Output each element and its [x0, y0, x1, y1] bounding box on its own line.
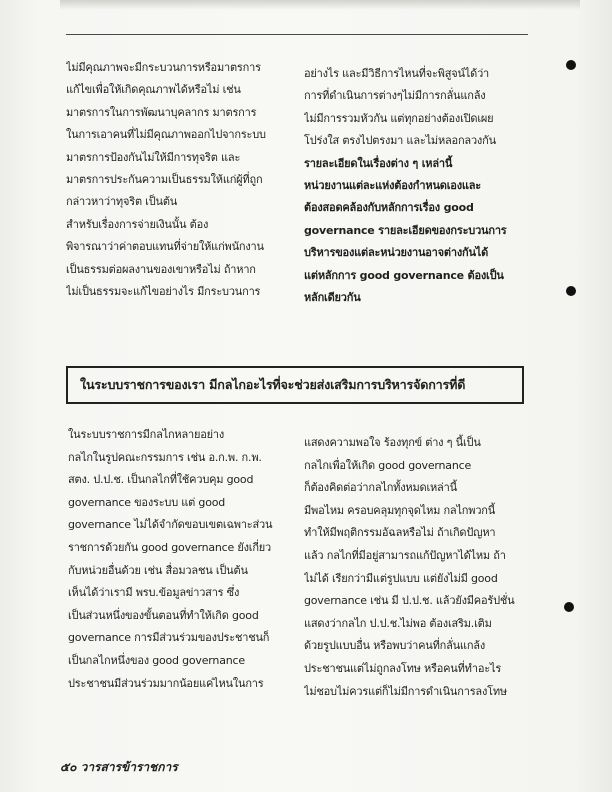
text-line: กลไกในรูปคณะกรรมการ เช่น อ.ก.พ. ก.พ.: [68, 450, 262, 464]
text-line: อย่างไร และมีวิธีการไหนที่จะพิสูจน์ได้ว่า: [304, 67, 490, 80]
text-line: การที่ดำเนินการต่างๆไม่มีการกลั่นแกล้ง: [304, 89, 486, 103]
text-line: สำหรับเรื่องการจ่ายเงินนั้น ต้อง: [66, 217, 209, 231]
text-line: พิจารณาว่าค่าตอบแทนที่จ่ายให้แก่พนักงาน: [66, 240, 264, 254]
text-line: แล้ว กลไกที่มีอยู่สามารถแก้ปัญหาได้ไหม ถ้า: [304, 548, 506, 562]
page-footer: ๕๐ วารสารข้าราชการ: [60, 760, 178, 774]
text-line: ไม่มีคุณภาพจะมีกระบวนการหรือมาตรการ: [66, 61, 261, 74]
text-line: governance การมีส่วนร่วมของประชาชนก็: [68, 631, 270, 645]
text-line: มาตรการประกันความเป็นธรรมให้แก่ผู้ที่ถูก: [66, 173, 263, 187]
text-line: ประชาชนแต่ไม่ถูกลงโทษ หรือคนที่ทำอะไร: [304, 661, 502, 675]
section-heading: ในระบบราชการของเรา มีกลไกอะไรที่จะช่วยส่งเสริมการบริหารจัดการที่ดี: [80, 377, 466, 392]
text-line: แก้ไขเพื่อให้เกิดคุณภาพได้หรือไม่ เช่น: [66, 83, 241, 97]
text-line: ในระบบราชการมีกลไกหลายอย่าง: [68, 428, 225, 441]
text-line: ในการเอาคนที่ไม่มีคุณภาพออกไปจากระบบ: [66, 128, 266, 142]
text-line: เป็นส่วนหนึ่งของขั้นตอนที่ทำให้เกิด good: [68, 608, 259, 622]
bottom-left-column: [68, 424, 290, 695]
text-line: ไม่ชอบไม่ควรแต่ก็ไม่มีการดำเนินการลงโทษ: [304, 684, 507, 698]
text-line: ทำให้มีพฤติกรรมอัฉลหรือไม่ ถ้าเกิดปัญหา: [304, 526, 496, 540]
text-line: แสดงความพอใจ ร้องทุกข์ ต่าง ๆ นี้เป็น: [304, 436, 481, 449]
text-line: กลไกเพื่อให้เกิด good governance: [304, 458, 472, 472]
top-left-column: [66, 57, 288, 303]
section-heading-box: [66, 366, 524, 404]
text-line-bold: หลักเดียวกัน: [304, 291, 361, 305]
text-line: โปร่งใส ตรงไปตรงมา และไม่หลอกลวงกัน: [304, 134, 496, 148]
text-line: เป็นธรรมต่อผลงานของเขาหรือไม่ ถ้าหาก: [66, 262, 256, 276]
text-line: มาตรการป้องกันไม่ให้มีการทุจริต และ: [66, 150, 241, 164]
text-line: ไม่เป็นธรรมจะแก้ไขอย่างไร มีกระบวนการ: [66, 285, 261, 299]
text-line: governance ของระบบ แต่ good: [68, 495, 226, 509]
text-line: แสดงว่ากลไก ป.ป.ช.ไม่พอ ต้องเสริม.เติม: [304, 616, 492, 630]
text-line-bold: หน่วยงานแต่ละแห่งต้องกำหนดเองและ: [304, 179, 482, 193]
text-line: มาตรการในการพัฒนาบุคลากร มาตรการ: [66, 105, 257, 119]
text-line: มีพอไหม ครอบคลุมทุกจุดไหม กลไกพวกนี้: [304, 503, 496, 517]
text-line: กล่าวหาว่าทุจริต เป็นต้น: [66, 195, 178, 209]
text-line-bold: governance รายละเอียดของกระบวนการ: [304, 223, 507, 237]
text-line: เห็นได้ว่าเรามี พรบ.ข้อมูลข่าวสาร ซึ่ง: [68, 586, 240, 600]
text-line-bold: ต้องสอดคล้องกับหลักการเรื่อง good: [304, 201, 474, 215]
top-rule: [66, 34, 528, 35]
text-line: ไม่ได้ เรียกว่ามีแต่รูปแบบ แต่ยังไม่มี good: [304, 571, 498, 585]
text-line: ราชการด้วยกัน good governance ยังเกี่ยว: [68, 540, 272, 554]
text-line: governance ไม่ได้จำกัดขอบเขตเฉพาะส่วน: [68, 518, 273, 532]
text-line-bold: รายละเอียดในเรื่องต่าง ๆ เหล่านี้: [304, 156, 453, 170]
text-line: ด้วยรูปแบบอื่น หรือพบว่าคนที่กลั่นแกล้ง: [304, 639, 485, 653]
text-line-bold: บริหารของแต่ละหน่วยงานอาจต่างกันได้: [304, 246, 489, 260]
scan-top-shadow: [60, 0, 580, 10]
text-line: ประชาชนมีส่วนร่วมมากน้อยแค่ไหนในการ: [68, 676, 264, 690]
top-right-column: [304, 63, 540, 309]
text-line: สตง. ป.ป.ช. เป็นกลไกที่ใช้ควบคุม good: [68, 473, 254, 487]
bottom-right-column: [304, 432, 538, 703]
text-line: governance เช่น มี ป.ป.ช. แล้วยังมีคอรัปชั่น: [304, 594, 515, 608]
punch-hole-mark: [566, 286, 576, 296]
text-line: เป็นกลไกหนึ่งของ good governance: [68, 653, 245, 667]
text-line: ไม่มีการรวมหัวกัน แต่ทุกอย่างต้องเปิดเผย: [304, 111, 494, 125]
text-line: กับหน่วยอื่นด้วย เช่น สื่อมวลชน เป็นต้น: [68, 563, 248, 577]
text-line: ก็ต้องคิดต่อว่ากลไกทั้งหมดเหล่านี้: [304, 481, 457, 495]
punch-hole-mark: [564, 602, 574, 612]
text-line-bold: แต่หลักการ good governance ต้องเป็น: [304, 268, 504, 282]
punch-hole-mark: [566, 60, 576, 70]
